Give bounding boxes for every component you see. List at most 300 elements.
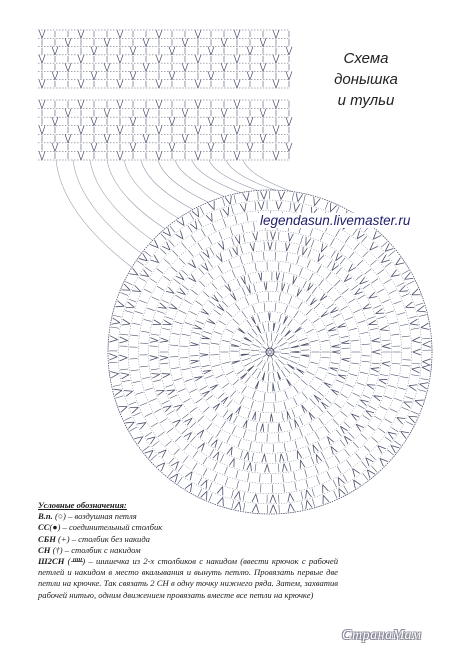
stitch-mark	[310, 399, 315, 405]
cluster-mark	[247, 285, 251, 293]
stitch-mark	[274, 403, 275, 411]
stitch-mark	[198, 477, 202, 484]
stitch-mark	[218, 393, 224, 398]
stitch-mark	[182, 270, 188, 276]
stitch-mark	[236, 470, 238, 478]
cluster-mark	[372, 338, 380, 342]
stitch-mark	[334, 403, 340, 408]
cluster-mark	[287, 364, 294, 369]
cluster-mark	[276, 201, 282, 209]
stitch-mark	[264, 252, 265, 260]
stitch-mark	[362, 236, 367, 242]
cluster-mark	[122, 319, 131, 325]
cluster-mark	[240, 373, 247, 379]
cluster-mark	[328, 327, 336, 331]
stitch-mark	[248, 333, 254, 338]
strip-cluster-mark	[273, 30, 279, 38]
stitch-mark	[252, 306, 255, 314]
stitch-mark	[190, 408, 196, 413]
stitch-mark	[371, 279, 378, 284]
stitch-mark	[196, 398, 203, 403]
stitch-mark	[390, 409, 397, 412]
cluster-mark	[374, 396, 382, 401]
stitch-mark	[202, 365, 210, 367]
stitch-mark	[380, 406, 387, 410]
cluster-mark	[286, 243, 290, 251]
stitch-mark	[380, 374, 388, 376]
stitch-mark	[252, 329, 257, 335]
cluster-mark	[203, 370, 211, 374]
cluster-mark	[423, 359, 431, 365]
stitch-mark	[280, 342, 287, 346]
strip-cluster-mark	[195, 80, 201, 88]
stitch-mark	[217, 292, 222, 298]
stitch-mark	[291, 356, 299, 358]
stitch-mark	[325, 426, 330, 433]
strip-cluster-mark	[221, 109, 227, 118]
stitch-mark	[374, 416, 381, 420]
cluster-mark	[391, 270, 399, 277]
stitch-mark	[389, 290, 396, 294]
stitch-mark	[333, 314, 340, 318]
stitch-mark	[319, 418, 324, 425]
cluster-mark	[236, 406, 241, 414]
cluster-mark	[410, 319, 419, 325]
cluster-mark	[212, 295, 219, 302]
title-line-1: Схема	[343, 50, 389, 67]
cluster-mark	[338, 375, 346, 379]
stitch-mark	[174, 378, 182, 380]
stitch-mark	[226, 311, 232, 317]
stitch-mark	[299, 268, 302, 276]
stitch-mark	[390, 374, 398, 375]
stitch-mark	[402, 407, 409, 410]
stitch-mark	[260, 413, 261, 421]
stitch-mark	[285, 306, 288, 314]
stitch-mark	[397, 283, 404, 287]
stitch-mark	[223, 219, 226, 227]
cluster-mark	[332, 263, 339, 271]
stitch-mark	[283, 474, 284, 482]
stitch-mark	[344, 486, 348, 493]
strip-cluster-mark	[286, 143, 292, 152]
stitch-mark	[281, 327, 285, 334]
cluster-mark	[185, 472, 192, 480]
stitch-mark	[174, 449, 180, 455]
stitch-mark	[334, 491, 337, 498]
stitch-mark	[214, 332, 222, 335]
stitch-mark	[337, 466, 341, 473]
stitch-mark	[278, 434, 279, 442]
cluster-mark	[270, 414, 273, 422]
strip-cluster-mark	[130, 117, 136, 126]
stitch-mark	[179, 310, 186, 313]
stitch-mark	[289, 296, 292, 304]
stitch-mark	[368, 425, 375, 430]
stitch-mark	[333, 480, 337, 487]
stitch-mark	[282, 413, 284, 421]
cluster-mark	[419, 383, 428, 389]
cluster-mark	[421, 323, 430, 329]
stitch-mark	[200, 254, 205, 261]
strip-cluster-mark	[234, 30, 240, 38]
stitch-mark	[240, 451, 242, 459]
cluster-mark	[162, 374, 170, 378]
title-line-3: и тульи	[337, 92, 395, 109]
strip-cluster-mark	[91, 143, 97, 152]
cluster-mark	[166, 287, 174, 293]
stitch-mark	[192, 332, 200, 334]
stitch-mark	[397, 312, 405, 314]
stitch-mark	[242, 311, 247, 318]
stitch-mark	[252, 369, 257, 375]
stitch-mark	[409, 316, 417, 318]
cluster-mark	[284, 316, 288, 324]
cluster-mark	[370, 242, 378, 250]
cluster-mark	[324, 382, 332, 387]
cluster-mark	[218, 241, 224, 249]
stitch-mark	[330, 238, 334, 245]
stitch-mark	[252, 253, 253, 261]
cluster-mark	[277, 372, 280, 380]
cluster-mark	[321, 402, 328, 409]
stitch-mark	[318, 442, 322, 449]
cluster-mark	[145, 450, 153, 458]
stitch-mark	[190, 436, 195, 442]
stitch-mark	[294, 373, 300, 378]
cluster-mark	[208, 201, 214, 210]
strip-cluster-mark	[39, 80, 45, 88]
stitch-mark	[369, 406, 376, 410]
cluster-mark	[111, 318, 120, 324]
stitch-mark	[282, 273, 283, 281]
stitch-mark	[385, 437, 392, 442]
legend-abbr: СН	[38, 544, 51, 555]
stitch-mark	[130, 427, 137, 431]
cluster-mark	[147, 437, 155, 444]
connector-line	[90, 160, 153, 240]
stitch-mark	[356, 453, 361, 459]
stitch-mark	[193, 463, 197, 470]
stitch-mark	[116, 396, 124, 398]
strip-cluster-mark	[39, 151, 45, 160]
stitch-mark	[347, 402, 354, 406]
stitch-mark	[301, 491, 303, 499]
cluster-mark	[160, 338, 168, 342]
stitch-mark	[328, 373, 336, 376]
cluster-mark	[300, 460, 305, 468]
strip-cluster-mark	[182, 38, 188, 46]
strip-cluster-mark	[65, 63, 71, 71]
stitch-mark	[167, 411, 174, 415]
stitch-mark	[281, 353, 289, 354]
cluster-mark	[198, 443, 205, 451]
connector-line	[141, 160, 193, 210]
strip-cluster-mark	[130, 143, 136, 152]
stitch-mark	[336, 268, 341, 274]
strip-cluster-mark	[91, 117, 97, 126]
cluster-mark	[213, 452, 219, 460]
stitch-mark	[229, 261, 232, 268]
stitch-mark	[210, 449, 214, 456]
stitch-mark	[161, 401, 168, 405]
cluster-mark	[423, 341, 431, 347]
cluster-mark	[163, 228, 171, 236]
cluster-mark	[244, 452, 248, 460]
stitch-mark	[201, 229, 205, 236]
legend-abbr: СС	[38, 522, 50, 533]
stitch-mark	[161, 234, 167, 240]
strip-cluster-mark	[234, 100, 240, 109]
stitch-mark	[314, 303, 320, 309]
strip-cluster-mark	[104, 63, 110, 71]
cluster-mark	[172, 420, 180, 427]
stitch-mark	[158, 432, 164, 437]
stitch-mark	[362, 344, 370, 345]
stitch-mark	[340, 370, 348, 372]
stitch-mark	[196, 321, 203, 324]
cluster-mark	[360, 277, 368, 284]
stitch-mark	[310, 362, 318, 364]
cluster-mark	[391, 445, 399, 452]
cluster-mark	[130, 407, 139, 413]
stitch-mark	[344, 449, 349, 455]
stitch-mark	[133, 412, 140, 415]
stitch-mark	[151, 334, 159, 335]
strip-cluster-mark	[273, 80, 279, 88]
stitch-mark	[377, 317, 385, 319]
legend-abbr: Ш2СН	[38, 556, 65, 567]
stitch-mark	[278, 262, 279, 270]
cluster-mark	[318, 253, 324, 261]
stitch-mark	[310, 229, 313, 237]
strip-cluster-mark	[208, 71, 214, 79]
cluster-mark	[160, 356, 168, 360]
stitch-mark	[295, 482, 297, 490]
stitch-mark	[132, 323, 140, 325]
round-ring	[159, 241, 382, 464]
legend-item-sl	[38, 522, 338, 533]
stitch-mark	[358, 405, 365, 409]
stitch-mark	[318, 391, 324, 396]
stitch-mark	[220, 210, 223, 218]
connector-line	[73, 160, 142, 253]
stitch-mark	[120, 369, 128, 370]
cluster-mark	[115, 301, 124, 307]
stitch-mark	[214, 474, 217, 481]
stitch-mark	[240, 256, 242, 264]
cluster-mark	[369, 320, 377, 324]
cluster-mark	[332, 345, 340, 348]
stitch-mark	[278, 359, 284, 364]
stitch-mark	[151, 455, 157, 460]
strip-cluster-mark	[65, 109, 71, 118]
stitch-mark	[208, 261, 213, 268]
stitch-mark	[357, 321, 365, 324]
stitch-mark	[133, 381, 141, 383]
stitch-mark	[157, 311, 165, 314]
stitch-mark	[235, 216, 237, 224]
stitch-mark	[222, 301, 228, 307]
cluster-mark	[291, 351, 299, 352]
cluster-mark	[306, 237, 311, 245]
stitch-mark	[303, 195, 305, 203]
stitch-mark	[149, 399, 157, 402]
stitch-mark	[199, 281, 205, 287]
stitch-mark	[183, 456, 188, 462]
stitch-mark	[232, 238, 235, 246]
stitch-mark	[266, 333, 268, 341]
strip-cluster-mark	[169, 143, 175, 152]
stitch-mark	[241, 349, 249, 350]
stitch-mark	[312, 287, 317, 294]
stitch-mark	[157, 286, 164, 290]
cluster-mark	[412, 367, 420, 373]
cluster-mark	[293, 276, 297, 284]
strip-cluster-mark	[234, 80, 240, 88]
stitch-mark	[308, 447, 311, 455]
strip-cluster-mark	[234, 151, 240, 160]
strip-cluster-mark	[208, 117, 214, 126]
stitch-mark	[252, 391, 255, 399]
stitch-mark	[387, 450, 393, 455]
stitch-mark	[289, 432, 291, 440]
stitch-mark	[297, 256, 299, 264]
legend-abbr: В.п.	[38, 511, 53, 522]
stitch-mark	[139, 277, 146, 281]
stitch-mark	[315, 466, 318, 474]
stitch-mark	[145, 432, 152, 437]
cluster-mark	[367, 470, 375, 478]
stitch-mark	[280, 356, 287, 359]
cluster-mark	[260, 191, 266, 199]
stitch-mark	[310, 385, 316, 390]
cluster-mark	[417, 306, 426, 312]
legend-desc: – шишечка из 2-х столбиков с накидом (ввести крючок с рабочей петлей и накидом в место вкалывания и вынуть петлю. Провязать первые две петли на крючке. Так связать 2 СН в одну точку нижнего ряда. Затем, захватив рабочей нитью, одним движением провязать вместе все петли на крючке)	[38, 556, 338, 600]
stitch-mark	[175, 436, 181, 442]
stitch-mark	[214, 462, 218, 469]
strip-cluster-mark	[273, 126, 279, 135]
stitch-mark	[235, 303, 240, 310]
cluster-mark	[336, 253, 343, 261]
stitch-mark	[406, 397, 414, 400]
stitch-mark	[301, 380, 307, 385]
stitch-mark	[381, 242, 387, 248]
stitch-mark	[255, 463, 256, 471]
cluster-mark	[309, 412, 315, 420]
stitch-mark	[178, 465, 183, 471]
stitch-mark	[135, 311, 143, 313]
stitch-mark	[248, 411, 251, 419]
stitch-mark	[243, 235, 245, 243]
strip-cluster-mark	[286, 71, 292, 79]
strip-cluster-mark	[156, 100, 162, 109]
stitch-mark	[284, 484, 285, 492]
stitch-mark	[182, 368, 190, 370]
stitch-mark	[326, 272, 331, 278]
strip-cluster-mark	[195, 151, 201, 160]
cluster-mark	[110, 372, 118, 378]
stitch-mark	[208, 437, 213, 444]
stitch-mark	[277, 338, 282, 344]
connector-line	[107, 160, 165, 229]
stitch-mark	[367, 317, 375, 320]
cluster-mark	[331, 446, 337, 454]
stitch-mark	[160, 363, 168, 364]
cluster-mark	[353, 468, 360, 476]
stitch-mark	[363, 251, 369, 257]
stitch-mark	[252, 344, 259, 347]
legend-heading: Условные обозначения:	[38, 500, 127, 510]
stitch-mark	[199, 268, 204, 274]
connector-line	[124, 160, 178, 218]
stitch-mark	[360, 332, 368, 334]
stitch-mark	[183, 398, 190, 402]
legend-abbr: СБН	[38, 533, 56, 544]
stitch-mark	[384, 396, 392, 399]
stitch-mark	[256, 339, 262, 344]
stitch-mark	[167, 428, 173, 433]
stitch-mark	[357, 260, 363, 266]
cluster-mark	[230, 293, 236, 301]
stitch-mark	[391, 427, 398, 431]
cluster-mark	[225, 284, 231, 292]
stitch-mark	[299, 338, 307, 341]
stitch-mark	[160, 249, 166, 255]
stitch-mark	[203, 469, 207, 476]
legend-symbol: (●)	[49, 522, 61, 533]
strip-cluster-mark	[117, 151, 123, 160]
stitch-mark	[299, 429, 302, 437]
legend-item-cluster	[38, 556, 338, 601]
cluster-mark	[310, 298, 316, 305]
cluster-mark	[197, 430, 204, 438]
cluster-mark	[366, 411, 374, 417]
strip-cluster-mark	[156, 126, 162, 135]
stitch-mark	[169, 458, 174, 464]
cluster-mark	[371, 368, 379, 372]
stitch-mark	[345, 317, 352, 320]
stitch-mark	[353, 442, 359, 448]
strip-cluster-mark	[104, 38, 110, 46]
stitch-mark	[164, 276, 171, 281]
stitch-mark	[297, 246, 299, 254]
cluster-mark	[367, 385, 375, 390]
stitch-mark	[301, 319, 307, 324]
cluster-mark	[321, 311, 328, 317]
stitch-mark	[171, 267, 177, 272]
stitch-mark	[341, 411, 347, 416]
stitch-mark	[303, 281, 307, 288]
strip-cluster-mark	[39, 126, 45, 135]
cluster-mark	[268, 242, 272, 250]
cluster-mark	[253, 232, 258, 240]
connector-lines	[56, 160, 292, 267]
stitch-mark	[418, 390, 426, 392]
cluster-mark	[283, 464, 288, 472]
stitch-mark	[198, 243, 202, 250]
stitch-mark	[229, 249, 232, 257]
stitch-mark	[321, 357, 329, 358]
stitch-mark	[222, 276, 226, 283]
stitch-mark	[305, 470, 307, 478]
strip-cluster-mark	[143, 134, 149, 143]
stitch-mark	[275, 393, 276, 401]
stitch-mark	[356, 275, 362, 280]
stitch-mark	[347, 460, 352, 467]
stitch-mark	[416, 303, 424, 305]
cluster-mark	[188, 275, 195, 282]
